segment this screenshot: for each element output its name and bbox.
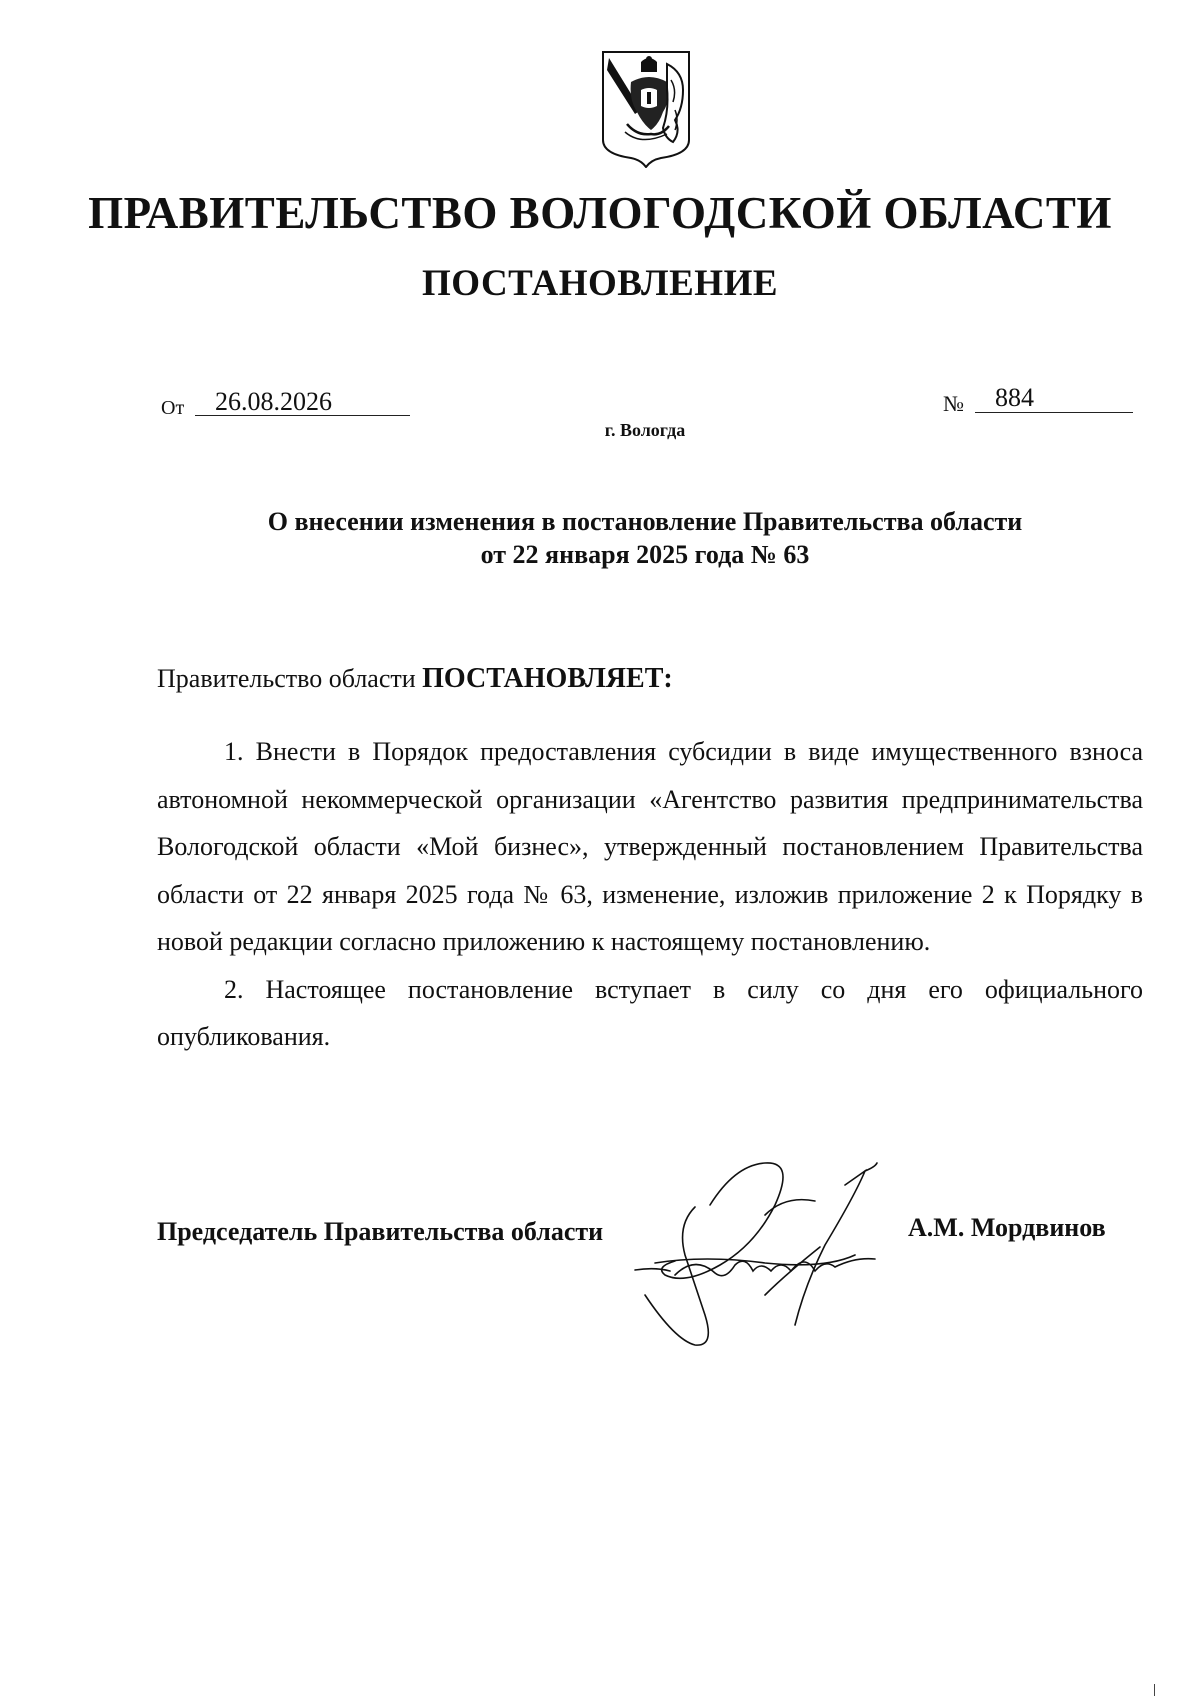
- coat-of-arms-icon: [601, 50, 691, 168]
- government-title: ПРАВИТЕЛЬСТВО ВОЛОГОДСКОЙ ОБЛАСТИ: [88, 188, 1112, 238]
- city-label: г. Вологда: [604, 420, 686, 440]
- document-body: [157, 728, 1143, 1061]
- paragraph-2: 2. Настоящее постановление вступает в силу со дня его официального опубликования.: [157, 974, 1143, 1051]
- number-label: №: [943, 391, 964, 416]
- paragraph-1: 1. Внести в Порядок предоставления субсидии в виде имущественного взноса автономной некоммерческой организации «Агентство развития предпринимательства Вологодской области «Мой бизнес», утвержденный постановлением Правительства области от 22 января 2025 года № 63, изменение, изложив приложение 2 к Порядку в новой редакции согласно приложению к настоящему постановлению.: [157, 737, 1143, 956]
- handwritten-signature-icon: [615, 1155, 935, 1350]
- preamble: [157, 663, 673, 695]
- preamble-text: Правительство области: [157, 664, 423, 693]
- preamble-emphasis: ПОСТАНОВЛЯЕТ:: [422, 663, 673, 694]
- document-subject: [160, 505, 1130, 571]
- document-date: 26.08.2026: [195, 388, 410, 416]
- signatory-position: Председатель Правительства области: [157, 1217, 604, 1246]
- document-type-title: ПОСТАНОВЛЕНИЕ: [421, 263, 779, 304]
- document-number: 884: [975, 384, 1133, 413]
- scan-mark: [1154, 1684, 1155, 1696]
- signatory-name: А.М. Мордвинов: [908, 1213, 1106, 1242]
- subject-line-2: от 22 января 2025 года № 63: [480, 540, 810, 569]
- subject-line-1: О внесении изменения в постановление Правительства области: [267, 507, 1023, 536]
- date-label: От: [161, 397, 185, 419]
